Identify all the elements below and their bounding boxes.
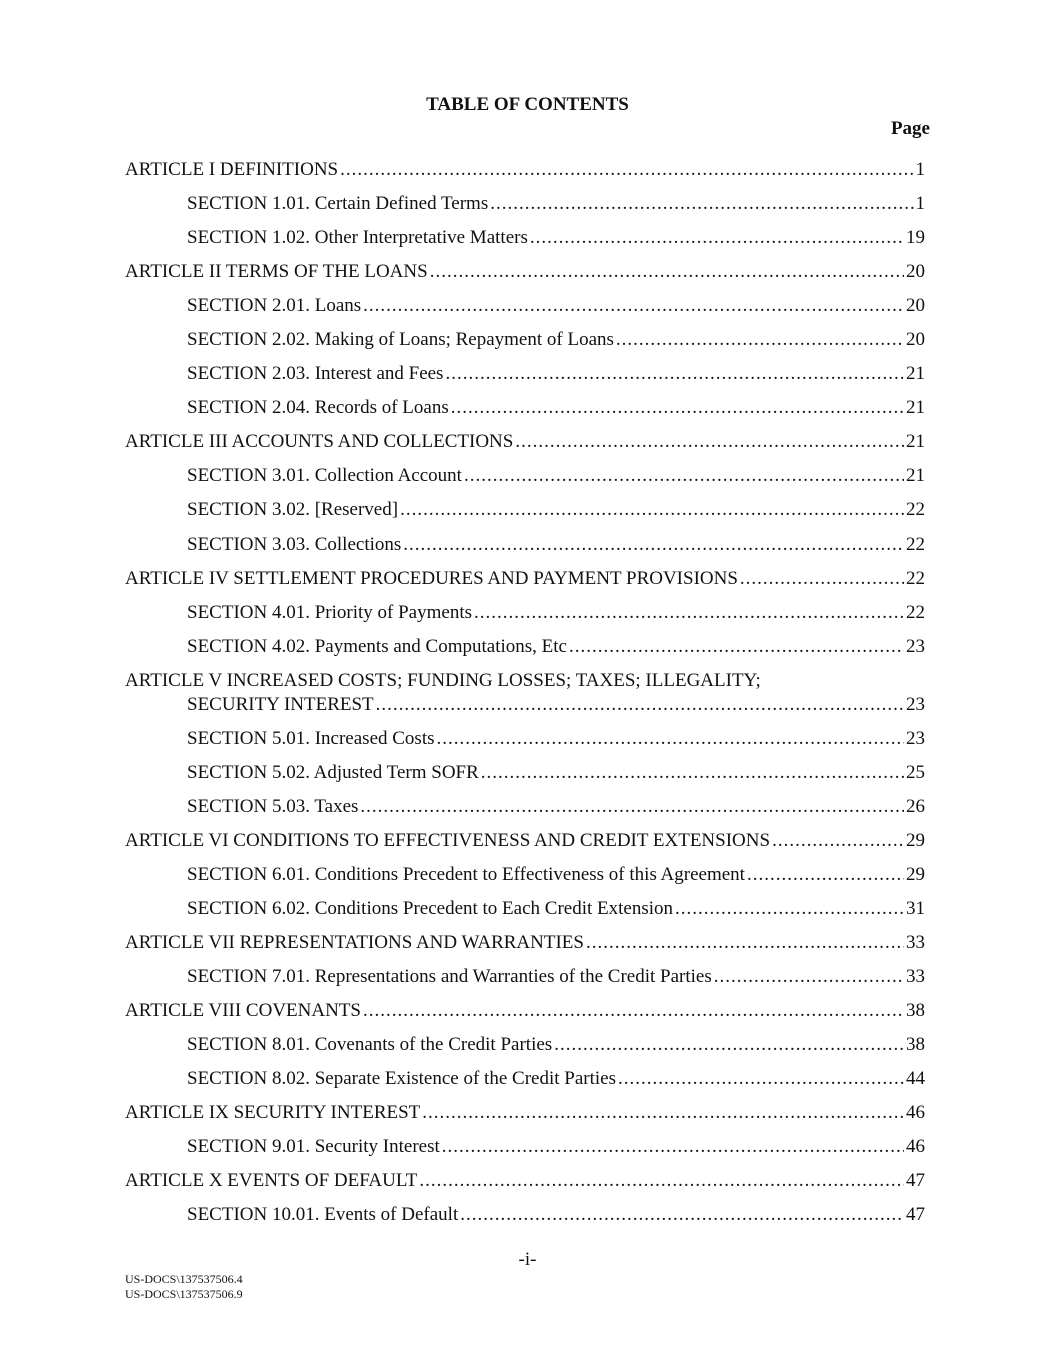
toc-page-number: 21 xyxy=(906,397,925,419)
toc-section-entry[interactable] xyxy=(125,295,925,329)
table-of-contents xyxy=(125,159,925,1239)
toc-entry-label: SECTION 5.01. Increased Costs xyxy=(187,727,435,749)
toc-section-entry[interactable] xyxy=(125,227,925,261)
dot-leader xyxy=(445,363,904,385)
dot-leader xyxy=(530,227,904,249)
toc-section-entry[interactable] xyxy=(125,796,925,830)
toc-article-entry[interactable] xyxy=(125,431,925,465)
toc-entry-label: SECTION 10.01. Events of Default xyxy=(187,1204,459,1226)
dot-leader xyxy=(422,1102,904,1124)
toc-page-number: 23 xyxy=(906,693,925,715)
toc-entry-label: ARTICLE VII REPRESENTATIONS AND WARRANTIES xyxy=(125,932,584,954)
toc-article-entry[interactable] xyxy=(125,1000,925,1034)
toc-page-number: 31 xyxy=(906,898,925,920)
toc-entry-label: SECTION 6.02. Conditions Precedent to Each Credit Extension xyxy=(187,898,674,920)
toc-section-entry[interactable] xyxy=(125,499,925,533)
toc-entry-label: SECTION 9.01. Security Interest xyxy=(187,1136,440,1158)
toc-page-number: 23 xyxy=(906,635,925,657)
toc-section-entry[interactable] xyxy=(125,728,925,762)
toc-section-entry[interactable] xyxy=(125,465,925,499)
toc-entry-label: SECTION 4.02. Payments and Computations, Etc xyxy=(187,635,567,657)
toc-section-entry[interactable] xyxy=(125,762,925,796)
toc-page-number: 20 xyxy=(906,295,925,317)
toc-page-number: 21 xyxy=(906,465,925,487)
toc-entry-label: ARTICLE IV SETTLEMENT PROCEDURES AND PAYMENT PROVISIONS xyxy=(125,567,738,589)
dot-leader xyxy=(490,193,913,215)
toc-page-number: 47 xyxy=(906,1170,925,1192)
toc-page-number: 44 xyxy=(906,1068,925,1090)
dot-leader xyxy=(363,295,904,317)
toc-entry-label: SECTION 2.04. Records of Loans xyxy=(187,397,449,419)
toc-entry-label: SECTION 6.01. Conditions Precedent to Effectiveness of this Agreement xyxy=(187,863,745,885)
toc-entry-label: ARTICLE II TERMS OF THE LOANS xyxy=(125,261,428,283)
toc-page-number: 22 xyxy=(906,533,925,555)
toc-page-number: 46 xyxy=(906,1136,925,1158)
toc-article-entry[interactable] xyxy=(125,830,925,864)
dot-leader xyxy=(460,1204,904,1226)
dot-leader xyxy=(618,1068,904,1090)
toc-page-number: 38 xyxy=(906,1000,925,1022)
toc-article-entry[interactable] xyxy=(125,932,925,966)
toc-entry-continuation xyxy=(125,694,925,716)
toc-page-number: 1 xyxy=(915,159,925,180)
toc-page-number: 20 xyxy=(906,261,925,283)
dot-leader xyxy=(451,397,904,419)
dot-leader xyxy=(400,499,904,521)
toc-page-number: 33 xyxy=(906,932,925,954)
toc-page-number: 22 xyxy=(906,567,925,589)
toc-page-number: 29 xyxy=(906,863,925,885)
toc-entry-label: SECTION 1.02. Other Interpretative Matters xyxy=(187,227,528,249)
toc-section-entry[interactable] xyxy=(125,636,925,670)
toc-page-number: 21 xyxy=(906,431,925,453)
toc-entry-label: ARTICLE VI CONDITIONS TO EFFECTIVENESS AND CREDIT EXTENSIONS xyxy=(125,829,771,851)
dot-leader xyxy=(554,1034,904,1056)
toc-page-number: 25 xyxy=(906,761,925,783)
toc-section-entry[interactable] xyxy=(125,864,925,898)
toc-page-number: 22 xyxy=(906,601,925,623)
toc-entry-label: SECTION 7.01. Representations and Warranties of the Credit Parties xyxy=(187,966,712,988)
toc-section-entry[interactable] xyxy=(125,193,925,227)
dot-leader xyxy=(360,796,904,818)
dot-leader xyxy=(569,636,904,658)
toc-entry-label: ARTICLE VIII COVENANTS xyxy=(125,1000,361,1022)
toc-entry-label: SECTION 2.02. Making of Loans; Repayment of Loans xyxy=(187,329,614,351)
toc-page-number: 26 xyxy=(906,795,925,817)
toc-article-entry[interactable] xyxy=(125,568,925,602)
dot-leader xyxy=(740,568,904,590)
toc-entry-label: SECTION 2.03. Interest and Fees xyxy=(187,363,444,385)
dot-leader xyxy=(616,329,904,351)
page-title: TABLE OF CONTENTS xyxy=(426,94,629,115)
toc-page-number: 38 xyxy=(906,1034,925,1056)
toc-article-entry[interactable] xyxy=(125,1170,925,1204)
dot-leader xyxy=(442,1136,904,1158)
page-number: -i- xyxy=(518,1249,537,1270)
toc-page-number: 23 xyxy=(906,727,925,749)
toc-entry-label: SECTION 5.02. Adjusted Term SOFR xyxy=(187,761,479,783)
toc-entry-label: SECURITY INTEREST xyxy=(187,693,374,715)
toc-page-number: 47 xyxy=(906,1204,925,1226)
toc-entry-label: SECTION 2.01. Loans xyxy=(187,295,362,317)
toc-page-number: 33 xyxy=(906,966,925,988)
toc-entry-label: SECTION 3.02. [Reserved] xyxy=(187,499,399,521)
toc-section-entry[interactable] xyxy=(125,1068,925,1102)
toc-entry-label: SECTION 8.01. Covenants of the Credit Parties xyxy=(187,1034,553,1056)
toc-page-number: 20 xyxy=(906,329,925,351)
toc-entry-label: ARTICLE I DEFINITIONS xyxy=(125,159,339,180)
dot-leader xyxy=(464,465,904,487)
toc-entry-label: SECTION 4.01. Priority of Payments xyxy=(187,601,472,623)
toc-page-number: 22 xyxy=(906,499,925,521)
toc-entry-label: SECTION 8.02. Separate Existence of the Credit Parties xyxy=(187,1068,616,1090)
toc-page-number: 1 xyxy=(915,193,925,215)
dot-leader xyxy=(675,898,904,920)
dot-leader xyxy=(515,431,904,453)
toc-entry-label: SECTION 1.01. Certain Defined Terms xyxy=(187,193,489,215)
toc-page-number: 29 xyxy=(906,829,925,851)
toc-entry-label: SECTION 3.03. Collections xyxy=(187,533,402,555)
toc-article-entry[interactable] xyxy=(125,1102,925,1136)
dot-leader xyxy=(403,534,904,556)
toc-section-entry[interactable] xyxy=(125,1136,925,1170)
dot-leader xyxy=(747,864,904,886)
toc-entry-label: ARTICLE V INCREASED COSTS; FUNDING LOSSES; TAXES; ILLEGALITY; xyxy=(125,669,761,691)
toc-section-entry[interactable] xyxy=(125,966,925,1000)
dot-leader xyxy=(474,602,904,624)
toc-page-number: 46 xyxy=(906,1102,925,1124)
doc-id: US-DOCS\137537506.9 xyxy=(125,1287,243,1301)
dot-leader xyxy=(340,159,913,181)
toc-article-entry[interactable] xyxy=(125,261,925,295)
toc-entry-label: SECTION 5.03. Taxes xyxy=(187,795,359,817)
toc-entry-label: SECTION 3.01. Collection Account xyxy=(187,465,462,487)
toc-section-entry[interactable] xyxy=(125,602,925,636)
dot-leader xyxy=(772,830,904,852)
dot-leader xyxy=(376,694,904,716)
dot-leader xyxy=(419,1170,904,1192)
dot-leader xyxy=(430,261,904,283)
toc-section-entry[interactable] xyxy=(125,363,925,397)
dot-leader xyxy=(437,728,905,750)
page-column-header: Page xyxy=(890,118,930,139)
toc-section-entry[interactable] xyxy=(125,1034,925,1068)
toc-section-entry[interactable] xyxy=(125,1204,925,1238)
toc-entry-label: ARTICLE IX SECURITY INTEREST xyxy=(125,1102,421,1124)
toc-section-entry[interactable] xyxy=(125,329,925,363)
toc-section-entry[interactable] xyxy=(125,397,925,431)
dot-leader xyxy=(714,966,904,988)
dot-leader xyxy=(363,1000,904,1022)
dot-leader xyxy=(481,762,904,784)
toc-page-number: 21 xyxy=(906,363,925,385)
toc-entry-label: ARTICLE X EVENTS OF DEFAULT xyxy=(125,1170,418,1192)
toc-section-entry[interactable] xyxy=(125,898,925,932)
doc-id: US-DOCS\137537506.4 xyxy=(125,1272,243,1286)
dot-leader xyxy=(586,932,904,954)
toc-entry-label: ARTICLE III ACCOUNTS AND COLLECTIONS xyxy=(125,431,514,453)
toc-article-entry[interactable] xyxy=(125,670,925,728)
toc-article-entry[interactable] xyxy=(125,159,925,193)
toc-page-number: 19 xyxy=(906,227,925,249)
toc-section-entry[interactable] xyxy=(125,534,925,568)
